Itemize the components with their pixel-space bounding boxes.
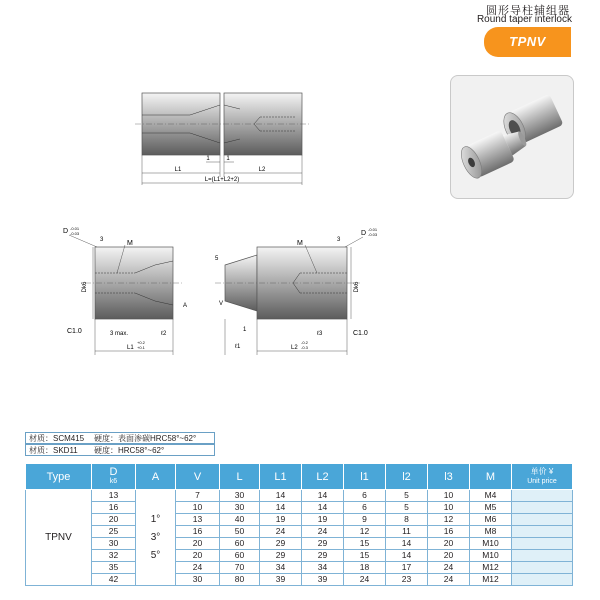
- cell-i1: 15: [344, 538, 386, 550]
- cell-i1: 12: [344, 526, 386, 538]
- table-row: [26, 574, 573, 586]
- cell-v: 10: [176, 502, 220, 514]
- cell-m: M6: [470, 514, 512, 526]
- cell-v: 20: [176, 550, 220, 562]
- cell-i3: 10: [428, 490, 470, 502]
- angle-cell: [136, 490, 176, 586]
- material-row-1: [25, 432, 215, 444]
- cell-i2: 23: [386, 574, 428, 586]
- cell-v: 24: [176, 562, 220, 574]
- dim-L-total: L=(L1+L2+2): [204, 177, 240, 183]
- product-code-badge: TPNV: [484, 27, 571, 57]
- cell-i3: 24: [428, 562, 470, 574]
- angle-2: 3°: [150, 531, 161, 543]
- table-row: [26, 502, 573, 514]
- cell-i1: 15: [344, 550, 386, 562]
- cell-l2: 39: [302, 574, 344, 586]
- cell-l2: 14: [302, 502, 344, 514]
- title-english: Round taper interlock: [476, 14, 572, 25]
- cell-i1: 24: [344, 574, 386, 586]
- cell-i1: 6: [344, 490, 386, 502]
- dim-V: V: [219, 301, 224, 307]
- dim-gap-1b: 1: [226, 156, 230, 162]
- dim-D-left-tol-up: -0.01: [70, 226, 80, 231]
- table-header-row: [26, 464, 573, 490]
- cell-m: M4: [470, 490, 512, 502]
- cell-d: 13: [92, 490, 136, 502]
- col-m: M: [470, 464, 512, 490]
- dim-gap-1a: 1: [206, 156, 210, 162]
- cell-l: 30: [220, 502, 260, 514]
- dim-L1-tol-up: +0.2: [137, 340, 145, 345]
- cell-m: M10: [470, 538, 512, 550]
- price-cell[interactable]: [512, 514, 573, 526]
- dim-l3: ℓ3: [317, 331, 323, 337]
- cell-i2: 8: [386, 514, 428, 526]
- cell-i2: 17: [386, 562, 428, 574]
- angle-1: 1°: [150, 513, 161, 525]
- assembly-drawing: [130, 85, 320, 190]
- dim-M-right: M: [297, 240, 303, 247]
- dim-L1-tol: L1: [127, 345, 134, 351]
- cell-m: M12: [470, 562, 512, 574]
- cell-i2: 11: [386, 526, 428, 538]
- cell-i3: 20: [428, 538, 470, 550]
- dim-D-right: D: [361, 230, 367, 237]
- cell-i2: 5: [386, 490, 428, 502]
- col-i2: l2: [386, 464, 428, 490]
- cell-l1: 29: [260, 550, 302, 562]
- dim-D-right-tol-up: -0.01: [368, 227, 378, 232]
- hardness-1: 硬度：表面渗碳HRC58°~62°: [94, 434, 197, 443]
- cell-d: 32: [92, 550, 136, 562]
- cell-d: 42: [92, 574, 136, 586]
- dim-3max: 3 max.: [110, 331, 129, 337]
- table-row: [26, 550, 573, 562]
- cell-i3: 20: [428, 550, 470, 562]
- type-cell: TPNV: [26, 490, 92, 586]
- price-cell[interactable]: [512, 502, 573, 514]
- col-l1: L1: [260, 464, 302, 490]
- dim-Dk6-left: Dk6: [82, 281, 88, 293]
- col-i3: l3: [428, 464, 470, 490]
- table-row: [26, 562, 573, 574]
- cell-i1: 6: [344, 502, 386, 514]
- socket-detail-drawing: [55, 225, 195, 365]
- cell-l1: 39: [260, 574, 302, 586]
- dim-L2-tol-up: -0.2: [301, 340, 308, 345]
- cell-v: 20: [176, 538, 220, 550]
- cell-l: 80: [220, 574, 260, 586]
- cell-i3: 10: [428, 502, 470, 514]
- cell-i1: 18: [344, 562, 386, 574]
- angle-3: 5°: [150, 549, 161, 561]
- price-cell[interactable]: [512, 538, 573, 550]
- cell-v: 16: [176, 526, 220, 538]
- cell-i1: 9: [344, 514, 386, 526]
- dim-3-right: 3: [337, 237, 341, 243]
- cell-d: 16: [92, 502, 136, 514]
- dim-1-right: 1: [243, 327, 247, 333]
- cell-l2: 29: [302, 550, 344, 562]
- cell-v: 7: [176, 490, 220, 502]
- cell-m: M5: [470, 502, 512, 514]
- dim-D-right-tol-dn: -0.03: [368, 232, 378, 237]
- dim-C10-right: C1.0: [353, 330, 368, 337]
- cell-l: 60: [220, 538, 260, 550]
- price-cell[interactable]: [512, 550, 573, 562]
- material-2: 材质：SKD11: [29, 446, 78, 455]
- cell-v: 13: [176, 514, 220, 526]
- price-cell[interactable]: [512, 562, 573, 574]
- col-l2: L2: [302, 464, 344, 490]
- cell-i3: 16: [428, 526, 470, 538]
- dim-D-left: D: [63, 228, 69, 235]
- cell-l: 70: [220, 562, 260, 574]
- cell-m: M10: [470, 550, 512, 562]
- cell-d: 25: [92, 526, 136, 538]
- cell-i2: 14: [386, 538, 428, 550]
- dim-L2-tol-dn: -0.3: [301, 345, 308, 350]
- table-row: [26, 526, 573, 538]
- cell-i2: 14: [386, 550, 428, 562]
- spec-table: [25, 463, 573, 586]
- product-photo: [450, 75, 574, 199]
- pin-detail-drawing: [205, 225, 390, 365]
- cell-l: 30: [220, 490, 260, 502]
- col-v: V: [176, 464, 220, 490]
- dim-L2: L2: [258, 167, 266, 173]
- hardness-2: 硬度：HRC58°~62°: [94, 446, 165, 455]
- cell-l: 60: [220, 550, 260, 562]
- price-cell[interactable]: [512, 526, 573, 538]
- cell-l: 50: [220, 526, 260, 538]
- cell-l2: 24: [302, 526, 344, 538]
- dim-A: A: [183, 303, 188, 309]
- cell-l1: 34: [260, 562, 302, 574]
- cell-d: 35: [92, 562, 136, 574]
- cell-l2: 34: [302, 562, 344, 574]
- cell-l2: 14: [302, 490, 344, 502]
- cell-l2: 29: [302, 538, 344, 550]
- material-row-2: [25, 444, 215, 456]
- product-photo-illustration: [451, 76, 573, 198]
- price-cell[interactable]: [512, 490, 573, 502]
- dim-3-left: 3: [100, 237, 104, 243]
- cell-i3: 24: [428, 574, 470, 586]
- cell-l1: 24: [260, 526, 302, 538]
- col-l: L: [220, 464, 260, 490]
- title-chinese: 圆形导柱辅组器: [486, 5, 570, 17]
- col-a: A: [136, 464, 176, 490]
- cell-d: 30: [92, 538, 136, 550]
- col-type: Type: [26, 464, 92, 490]
- cell-i2: 5: [386, 502, 428, 514]
- dim-L2-tol: L2: [291, 345, 298, 351]
- table-row: [26, 538, 573, 550]
- table-row: [26, 514, 573, 526]
- dim-Dk6-right: Dk6: [354, 281, 360, 293]
- cell-l1: 14: [260, 502, 302, 514]
- cell-v: 30: [176, 574, 220, 586]
- price-cell[interactable]: [512, 574, 573, 586]
- cell-d: 20: [92, 514, 136, 526]
- dim-L1: L1: [174, 167, 182, 173]
- col-i1: l1: [344, 464, 386, 490]
- cell-l2: 19: [302, 514, 344, 526]
- table-row: [26, 490, 573, 502]
- col-price: 单价 ¥ Unit price: [512, 464, 573, 490]
- dim-l1: ℓ1: [235, 344, 241, 350]
- dim-C10-left: C1.0: [67, 328, 82, 335]
- cell-i3: 12: [428, 514, 470, 526]
- cell-l1: 19: [260, 514, 302, 526]
- cell-m: M12: [470, 574, 512, 586]
- dim-l2: ℓ2: [161, 331, 167, 337]
- cell-l1: 29: [260, 538, 302, 550]
- col-d: D k6: [92, 464, 136, 490]
- cell-l: 40: [220, 514, 260, 526]
- dim-L1-tol-dn: +0.1: [137, 345, 145, 350]
- dim-M-left: M: [127, 240, 133, 247]
- cell-m: M8: [470, 526, 512, 538]
- dim-D-left-tol-dn: -0.03: [70, 231, 80, 236]
- dim-5: 5: [215, 256, 219, 262]
- material-1: 材质：SCM415: [29, 434, 85, 443]
- cell-l1: 14: [260, 490, 302, 502]
